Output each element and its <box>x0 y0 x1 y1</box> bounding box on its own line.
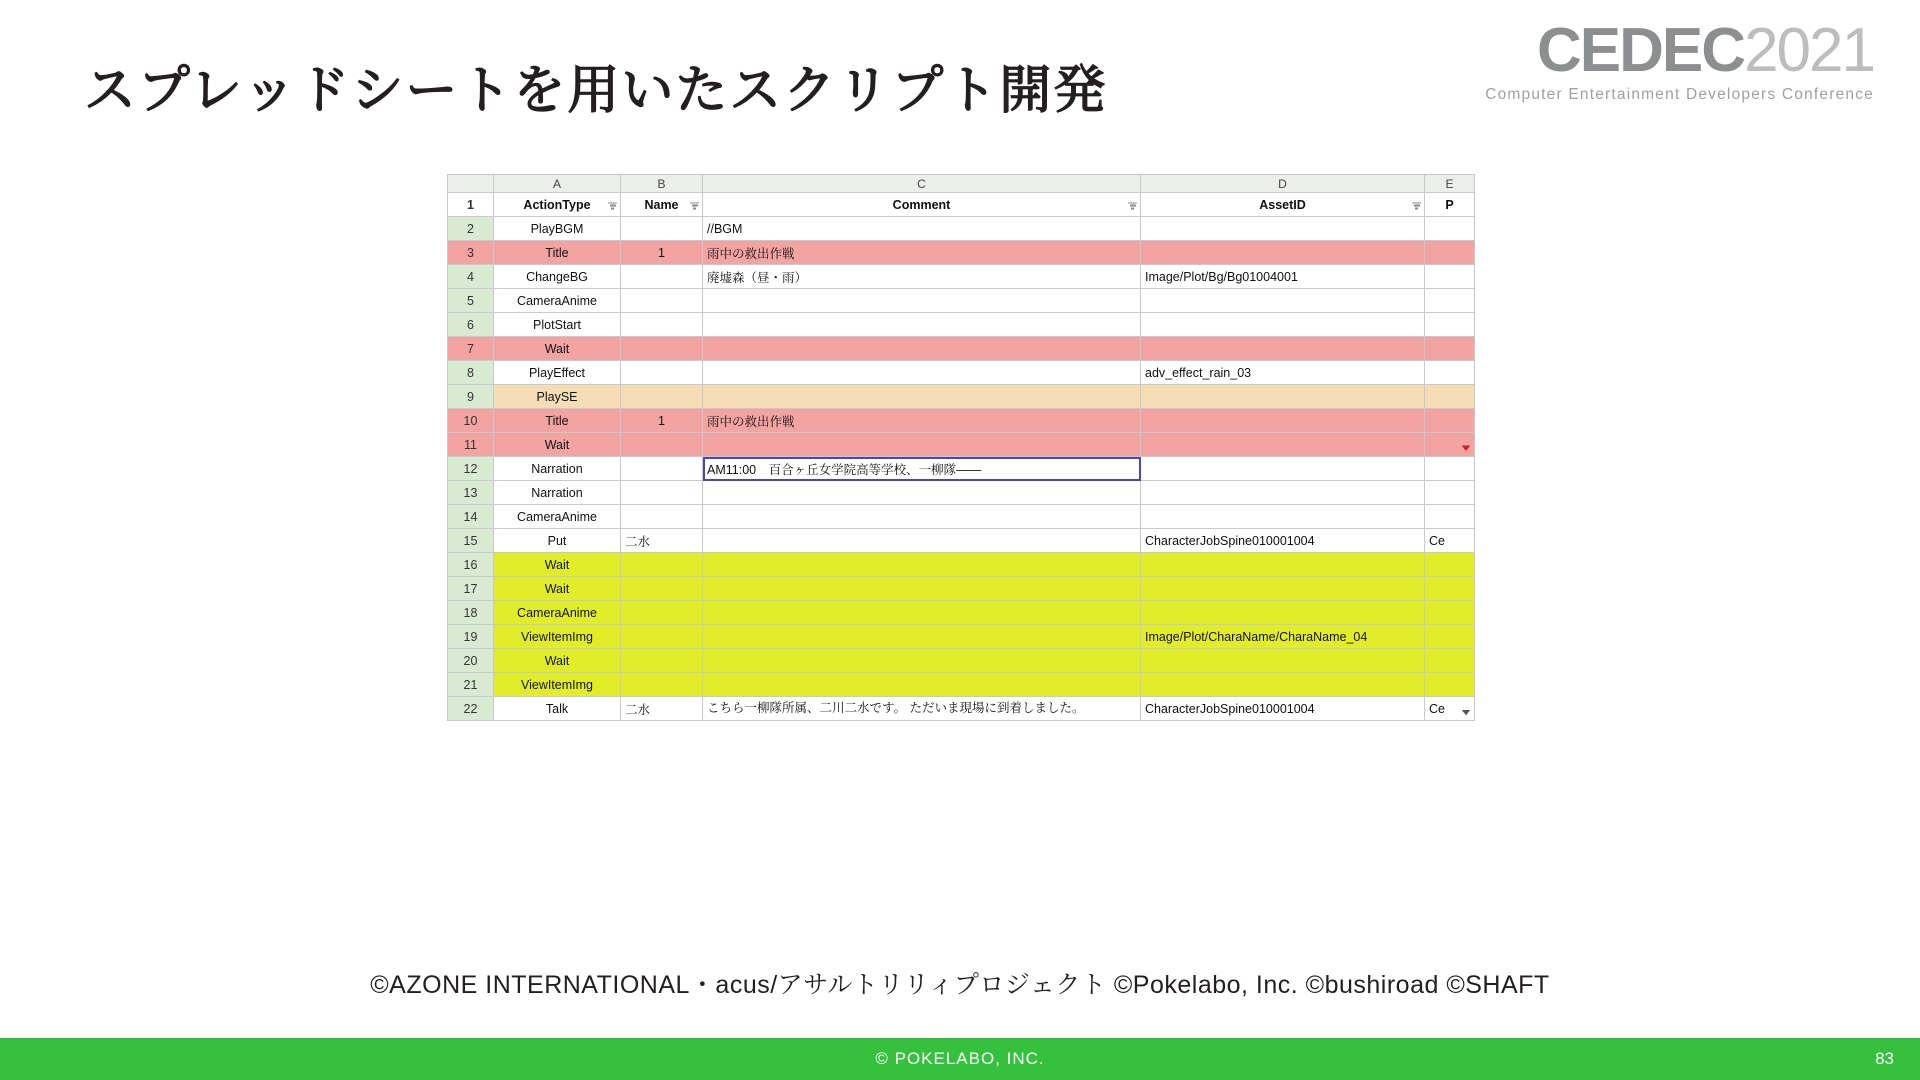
copyright-notice: ©AZONE INTERNATIONAL・acus/アサルトリリィプロジェクト ©Pokelabo, Inc. ©bushiroad ©SHAFT <box>370 971 1550 999</box>
cell-assetid[interactable] <box>1141 337 1425 361</box>
header-cell-name[interactable] <box>621 193 703 217</box>
cell-comment[interactable] <box>703 553 1141 577</box>
cell-text: PlayEffect <box>528 365 586 380</box>
cell-comment[interactable]: 雨中の救出作戦 <box>703 409 1141 433</box>
cell-text: PlayBGM <box>530 221 584 236</box>
spreadsheet-screenshot <box>447 174 1474 721</box>
row-number[interactable]: 4 <box>448 265 494 289</box>
cell-actiontype[interactable] <box>494 217 621 241</box>
cell-comment[interactable] <box>703 649 1141 673</box>
row-number[interactable]: 18 <box>448 601 494 625</box>
cell-e[interactable] <box>1425 265 1475 289</box>
row-number[interactable]: 7 <box>448 337 494 361</box>
cell-text: PlotStart <box>533 317 581 332</box>
cell-comment[interactable] <box>703 625 1141 649</box>
cell-name[interactable] <box>621 505 703 529</box>
cell-text: ViewItemImg <box>520 629 593 644</box>
spreadsheet-table <box>447 174 1475 721</box>
cell-actiontype[interactable] <box>494 553 621 577</box>
cell-assetid[interactable] <box>1141 649 1425 673</box>
footer-copyright: © POKELABO, INC. <box>875 1049 1045 1068</box>
table-row[interactable] <box>448 217 1475 241</box>
row-number[interactable]: 3 <box>448 241 494 265</box>
cell-e[interactable] <box>1425 313 1475 337</box>
cell-comment[interactable] <box>703 361 1141 385</box>
table-row[interactable] <box>448 457 1475 481</box>
cell-comment-selected[interactable]: AM11:00 百合ヶ丘女学院高等学校、一柳隊—— <box>703 457 1141 481</box>
table-row[interactable] <box>448 625 1475 649</box>
cell-name[interactable] <box>621 481 703 505</box>
row-number[interactable]: 14 <box>448 505 494 529</box>
cell-name[interactable]: 二水 <box>621 529 703 553</box>
cell-assetid[interactable] <box>1141 673 1425 697</box>
cell-text: Put <box>547 533 567 548</box>
cell-assetid[interactable] <box>1141 217 1425 241</box>
cell-assetid[interactable] <box>1141 577 1425 601</box>
cell-actiontype[interactable] <box>494 361 621 385</box>
cell-e[interactable] <box>1425 577 1475 601</box>
table-row[interactable] <box>448 385 1475 409</box>
cell-comment[interactable] <box>703 505 1141 529</box>
cell-text: CharacterJobSpine010001004 <box>1145 533 1315 548</box>
page-title: スプレッドシートを用いたスクリプト開発 <box>84 62 1108 120</box>
cell-assetid[interactable] <box>1141 529 1425 553</box>
cell-name[interactable] <box>621 649 703 673</box>
row-number[interactable]: 19 <box>448 625 494 649</box>
table-header-row <box>448 193 1475 217</box>
cell-comment[interactable] <box>703 601 1141 625</box>
cell-e[interactable]: Ce <box>1425 529 1475 553</box>
cell-name[interactable] <box>621 313 703 337</box>
cell-assetid[interactable] <box>1141 553 1425 577</box>
cell-assetid[interactable] <box>1141 601 1425 625</box>
cell-assetid[interactable] <box>1141 433 1425 457</box>
cell-assetid[interactable] <box>1141 457 1425 481</box>
header-label-name: Name <box>644 197 679 212</box>
cell-actiontype[interactable] <box>494 289 621 313</box>
cell-name[interactable]: 1 <box>621 409 703 433</box>
cell-actiontype[interactable] <box>494 409 621 433</box>
logo-subtitle: Computer Entertainment Developers Conference <box>1485 86 1874 103</box>
cell-actiontype[interactable] <box>494 625 621 649</box>
cell-comment[interactable] <box>703 337 1141 361</box>
column-header-d[interactable]: D <box>1141 175 1425 193</box>
cell-e[interactable] <box>1425 625 1475 649</box>
cell-text: CameraAnime <box>517 605 597 620</box>
row-number[interactable]: 22 <box>448 697 494 721</box>
cell-comment[interactable] <box>703 313 1141 337</box>
cell-assetid[interactable] <box>1141 409 1425 433</box>
filter-icon[interactable] <box>608 201 617 208</box>
table-row[interactable] <box>448 673 1475 697</box>
cell-text: ViewItemImg <box>520 677 593 692</box>
cell-actiontype[interactable] <box>494 505 621 529</box>
cell-comment[interactable] <box>703 433 1141 457</box>
row-number[interactable]: 12 <box>448 457 494 481</box>
cell-comment[interactable]: 雨中の救出作戦 <box>703 241 1141 265</box>
cell-name[interactable] <box>621 625 703 649</box>
row-number[interactable]: 9 <box>448 385 494 409</box>
cell-assetid[interactable] <box>1141 697 1425 721</box>
table-row[interactable] <box>448 361 1475 385</box>
cell-name[interactable] <box>621 601 703 625</box>
cell-text: CameraAnime <box>517 509 597 524</box>
cell-text: Image/Plot/Bg/Bg01004001 <box>1145 269 1298 284</box>
cell-name[interactable]: 1 <box>621 241 703 265</box>
cell-assetid[interactable] <box>1141 241 1425 265</box>
cell-assetid[interactable] <box>1141 313 1425 337</box>
cell-e[interactable] <box>1425 217 1475 241</box>
cell-e[interactable] <box>1425 361 1475 385</box>
cell-e[interactable] <box>1425 481 1475 505</box>
cell-e[interactable] <box>1425 649 1475 673</box>
cell-comment[interactable] <box>703 289 1141 313</box>
cell-e[interactable] <box>1425 553 1475 577</box>
cell-text: Wait <box>544 653 570 668</box>
column-letter-row <box>448 175 1475 193</box>
row-number[interactable]: 17 <box>448 577 494 601</box>
cell-actiontype[interactable] <box>494 649 621 673</box>
cell-text: Wait <box>544 437 570 452</box>
table-row[interactable] <box>448 337 1475 361</box>
cell-text: CharacterJobSpine010001004 <box>1145 701 1315 716</box>
cell-name[interactable] <box>621 457 703 481</box>
cell-text: ChangeBG <box>526 269 588 284</box>
table-row[interactable] <box>448 265 1475 289</box>
cell-name[interactable]: 二水 <box>621 697 703 721</box>
sheet-corner[interactable] <box>448 175 494 193</box>
cell-comment[interactable]: 廃墟森（昼・雨） <box>703 265 1141 289</box>
row-number[interactable]: 1 <box>448 193 494 217</box>
cell-name[interactable] <box>621 553 703 577</box>
row-number[interactable]: 13 <box>448 481 494 505</box>
cell-actiontype[interactable] <box>494 673 621 697</box>
cell-e[interactable] <box>1425 673 1475 697</box>
cell-actiontype[interactable] <box>494 313 621 337</box>
cell-name[interactable] <box>621 433 703 457</box>
row-number[interactable]: 10 <box>448 409 494 433</box>
cedec-logo <box>1485 16 1874 104</box>
cell-actiontype[interactable] <box>494 577 621 601</box>
header-cell-e[interactable]: P <box>1425 193 1475 217</box>
cell-text: Image/Plot/CharaName/CharaName_04 <box>1145 629 1368 644</box>
header-cell-comment[interactable] <box>703 193 1141 217</box>
table-row[interactable] <box>448 553 1475 577</box>
cell-comment[interactable] <box>703 385 1141 409</box>
table-row[interactable] <box>448 289 1475 313</box>
column-header-c[interactable]: C <box>703 175 1141 193</box>
table-row[interactable] <box>448 529 1475 553</box>
cell-e[interactable]: Ce <box>1425 697 1475 721</box>
column-header-e[interactable]: E <box>1425 175 1475 193</box>
cell-assetid[interactable] <box>1141 361 1425 385</box>
cell-name[interactable] <box>621 265 703 289</box>
cell-comment[interactable] <box>703 673 1141 697</box>
slide-footer <box>0 1038 1920 1080</box>
cell-comment[interactable]: //BGM <box>703 217 1141 241</box>
table-row[interactable] <box>448 409 1475 433</box>
cell-name[interactable] <box>621 337 703 361</box>
header-label-actiontype: ActionType <box>523 197 591 212</box>
cell-e[interactable] <box>1425 409 1475 433</box>
cell-e[interactable] <box>1425 385 1475 409</box>
table-row[interactable] <box>448 433 1475 457</box>
cell-assetid[interactable] <box>1141 625 1425 649</box>
row-number[interactable]: 8 <box>448 361 494 385</box>
filter-icon[interactable] <box>1128 201 1137 208</box>
cell-name[interactable] <box>621 385 703 409</box>
cell-name[interactable] <box>621 673 703 697</box>
header-label-assetid: AssetID <box>1259 197 1306 212</box>
cell-actiontype[interactable] <box>494 481 621 505</box>
cell-name[interactable] <box>621 289 703 313</box>
cell-actiontype[interactable] <box>494 433 621 457</box>
filter-icon[interactable] <box>1412 201 1421 208</box>
cell-actiontype[interactable] <box>494 241 621 265</box>
table-row[interactable] <box>448 313 1475 337</box>
table-row[interactable] <box>448 481 1475 505</box>
row-number[interactable]: 6 <box>448 313 494 337</box>
page-number: 83 <box>1875 1049 1894 1068</box>
row-number[interactable]: 15 <box>448 529 494 553</box>
cell-comment[interactable] <box>703 577 1141 601</box>
cell-text: Wait <box>544 341 570 356</box>
cell-text: Narration <box>531 461 583 476</box>
cell-name[interactable] <box>621 217 703 241</box>
cell-e[interactable] <box>1425 505 1475 529</box>
column-header-a[interactable]: A <box>494 175 621 193</box>
cell-comment[interactable] <box>703 529 1141 553</box>
row-number[interactable]: 21 <box>448 673 494 697</box>
filter-icon[interactable] <box>690 201 699 208</box>
logo-year-text: 2021 <box>1744 16 1874 85</box>
cell-assetid[interactable] <box>1141 505 1425 529</box>
cell-text: adv_effect_rain_03 <box>1145 365 1252 380</box>
table-row[interactable] <box>448 697 1475 721</box>
row-number[interactable]: 11 <box>448 433 494 457</box>
column-header-b[interactable]: B <box>621 175 703 193</box>
header-cell-actiontype[interactable] <box>494 193 621 217</box>
cell-actiontype[interactable] <box>494 601 621 625</box>
cell-comment[interactable]: こちら一柳隊所属、二川二水です。 ただいま現場に到着しました。 <box>703 697 1141 721</box>
cell-actiontype[interactable] <box>494 697 621 721</box>
cell-text: PlaySE <box>536 389 578 404</box>
header-label-comment: Comment <box>892 197 951 212</box>
cell-assetid[interactable] <box>1141 385 1425 409</box>
table-row[interactable] <box>448 577 1475 601</box>
cell-text: Title <box>545 413 569 428</box>
table-row[interactable] <box>448 505 1475 529</box>
cell-text: Narration <box>531 485 583 500</box>
cell-text: Title <box>545 245 569 260</box>
row-number[interactable]: 20 <box>448 649 494 673</box>
cell-actiontype[interactable] <box>494 457 621 481</box>
cell-e[interactable] <box>1425 601 1475 625</box>
cell-actiontype[interactable] <box>494 265 621 289</box>
cell-text: Wait <box>544 581 570 596</box>
cell-name[interactable] <box>621 361 703 385</box>
cell-actiontype[interactable] <box>494 337 621 361</box>
cell-actiontype[interactable] <box>494 529 621 553</box>
table-row[interactable] <box>448 649 1475 673</box>
table-row[interactable] <box>448 601 1475 625</box>
header-cell-assetid[interactable] <box>1141 193 1425 217</box>
cell-assetid[interactable] <box>1141 265 1425 289</box>
cell-assetid[interactable] <box>1141 481 1425 505</box>
row-number[interactable]: 5 <box>448 289 494 313</box>
cell-e[interactable] <box>1425 337 1475 361</box>
table-row[interactable] <box>448 241 1475 265</box>
row-number[interactable]: 16 <box>448 553 494 577</box>
cell-assetid[interactable] <box>1141 289 1425 313</box>
cell-text: Wait <box>544 557 570 572</box>
cell-comment[interactable] <box>703 481 1141 505</box>
cell-name[interactable] <box>621 577 703 601</box>
cell-e[interactable] <box>1425 241 1475 265</box>
logo-brand-text: CEDEC <box>1537 16 1745 85</box>
cell-actiontype[interactable] <box>494 385 621 409</box>
cell-text: CameraAnime <box>517 293 597 308</box>
cell-e[interactable] <box>1425 289 1475 313</box>
row-number[interactable]: 2 <box>448 217 494 241</box>
cell-text: Talk <box>545 701 569 716</box>
cell-e[interactable] <box>1425 457 1475 481</box>
